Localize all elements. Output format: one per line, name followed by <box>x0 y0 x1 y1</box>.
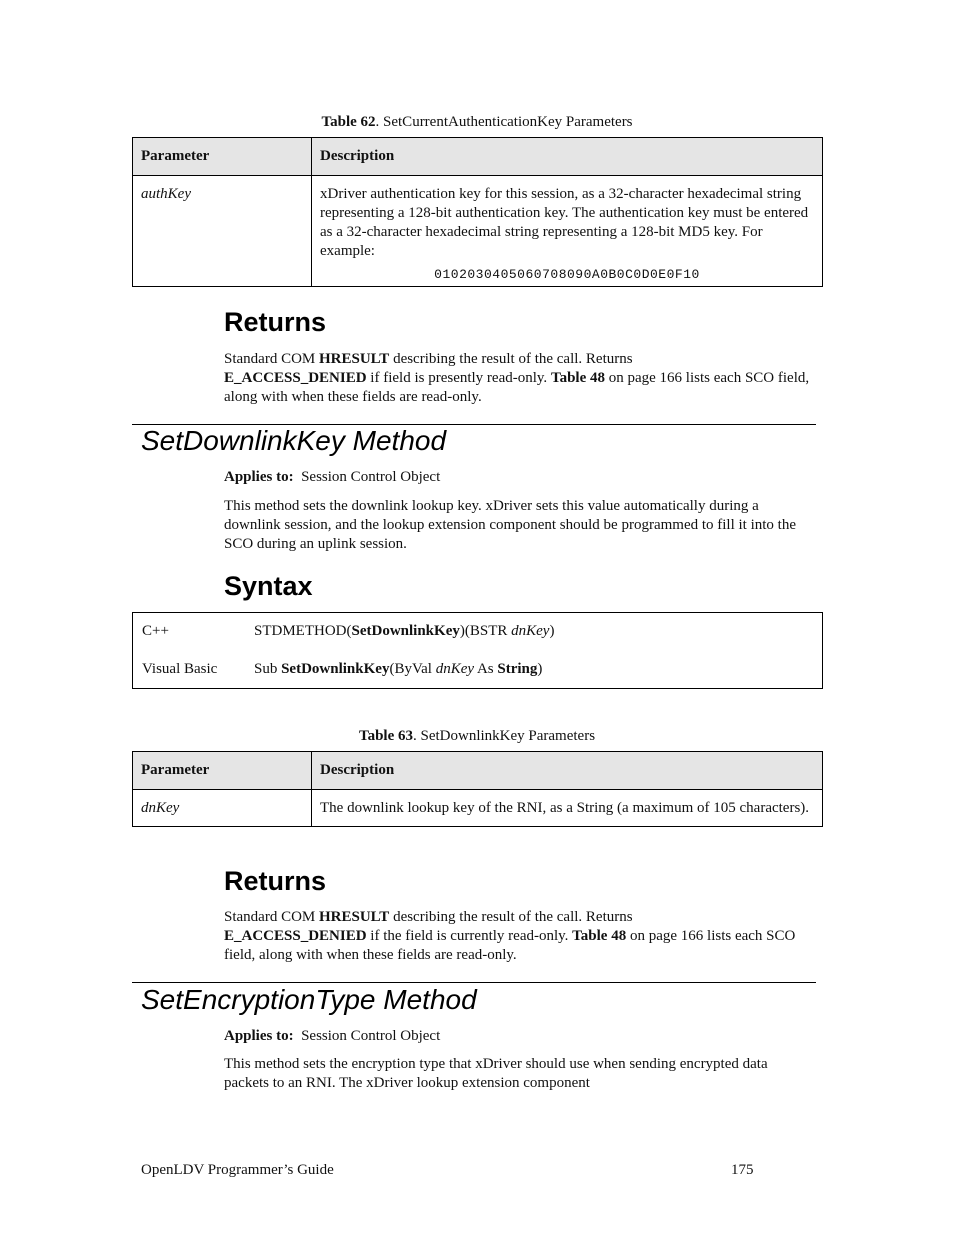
table-row <box>133 790 823 827</box>
param-description: The downlink lookup key of the RNI, as a String (a maximum of 105 characters). <box>312 790 823 827</box>
page-number: 175 <box>731 1162 754 1178</box>
header-parameter: Parameter <box>133 138 312 176</box>
applies-to: Applies to: Session Control Object <box>224 1028 441 1044</box>
method-description: This method sets the downlink lookup key. xDriver sets this value automatically during a downlink session, and the lookup extension component should be programmed to fill it into the SCO during an uplink session. <box>224 498 797 552</box>
returns-paragraph: Standard COM HRESULT describing the result of the call. Returns E_ACCESS_DENIED if field is presently read-only. Table 48 on page 166 lists each SCO field, along with when these fields are read-only. <box>224 351 810 405</box>
param-name: dnKey <box>133 790 312 827</box>
returns-heading: Returns <box>224 307 327 337</box>
table-row <box>133 176 823 287</box>
description-text: xDriver authentication key for this session, as a 32-character hexadecimal string representing a 128-bit authentication key. The authentication key must be entered as a 32-character hexadecimal string representing a 128-bit MD5 key. For example: <box>320 186 809 259</box>
footer-guide-title: OpenLDV Programmer’s Guide <box>141 1162 334 1178</box>
returns-paragraph: Standard COM HRESULT describing the result of the call. Returns E_ACCESS_DENIED if the field is currently read-only. Table 48 on page 166 lists each SCO field, along with when these fields are read-only. <box>224 909 796 963</box>
table63 <box>132 751 823 827</box>
method-title: SetEncryptionType Method <box>141 984 477 1015</box>
header-description: Description <box>312 138 823 176</box>
syntax-language: Visual Basic <box>142 661 218 677</box>
table63-caption: Table 63. SetDownlinkKey Parameters <box>358 728 596 744</box>
method-description: This method sets the encryption type that xDriver should use when sending encrypted data packets to an RNI. The xDriver lookup extension component <box>224 1056 768 1091</box>
table62 <box>132 137 823 287</box>
syntax-heading: Syntax <box>224 571 313 601</box>
returns-heading: Returns <box>224 866 327 896</box>
syntax-language: C++ <box>142 623 169 639</box>
table-header-row <box>133 138 823 176</box>
header-parameter: Parameter <box>133 752 312 790</box>
param-description <box>312 176 823 287</box>
table62-caption: Table 62. SetCurrentAuthenticationKey Parameters <box>321 114 633 130</box>
syntax-code: STDMETHOD(SetDownlinkKey)(BSTR dnKey) <box>254 623 555 639</box>
header-description: Description <box>312 752 823 790</box>
syntax-code: Sub SetDownlinkKey(ByVal dnKey As String) <box>254 661 543 677</box>
method-title: SetDownlinkKey Method <box>141 425 447 456</box>
param-name: authKey <box>133 176 312 287</box>
syntax-box <box>132 612 823 689</box>
applies-to: Applies to: Session Control Object <box>224 469 441 485</box>
example-key: 0102030405060708090A0B0C0D0E0F10 <box>434 267 700 282</box>
table-header-row <box>133 752 823 790</box>
